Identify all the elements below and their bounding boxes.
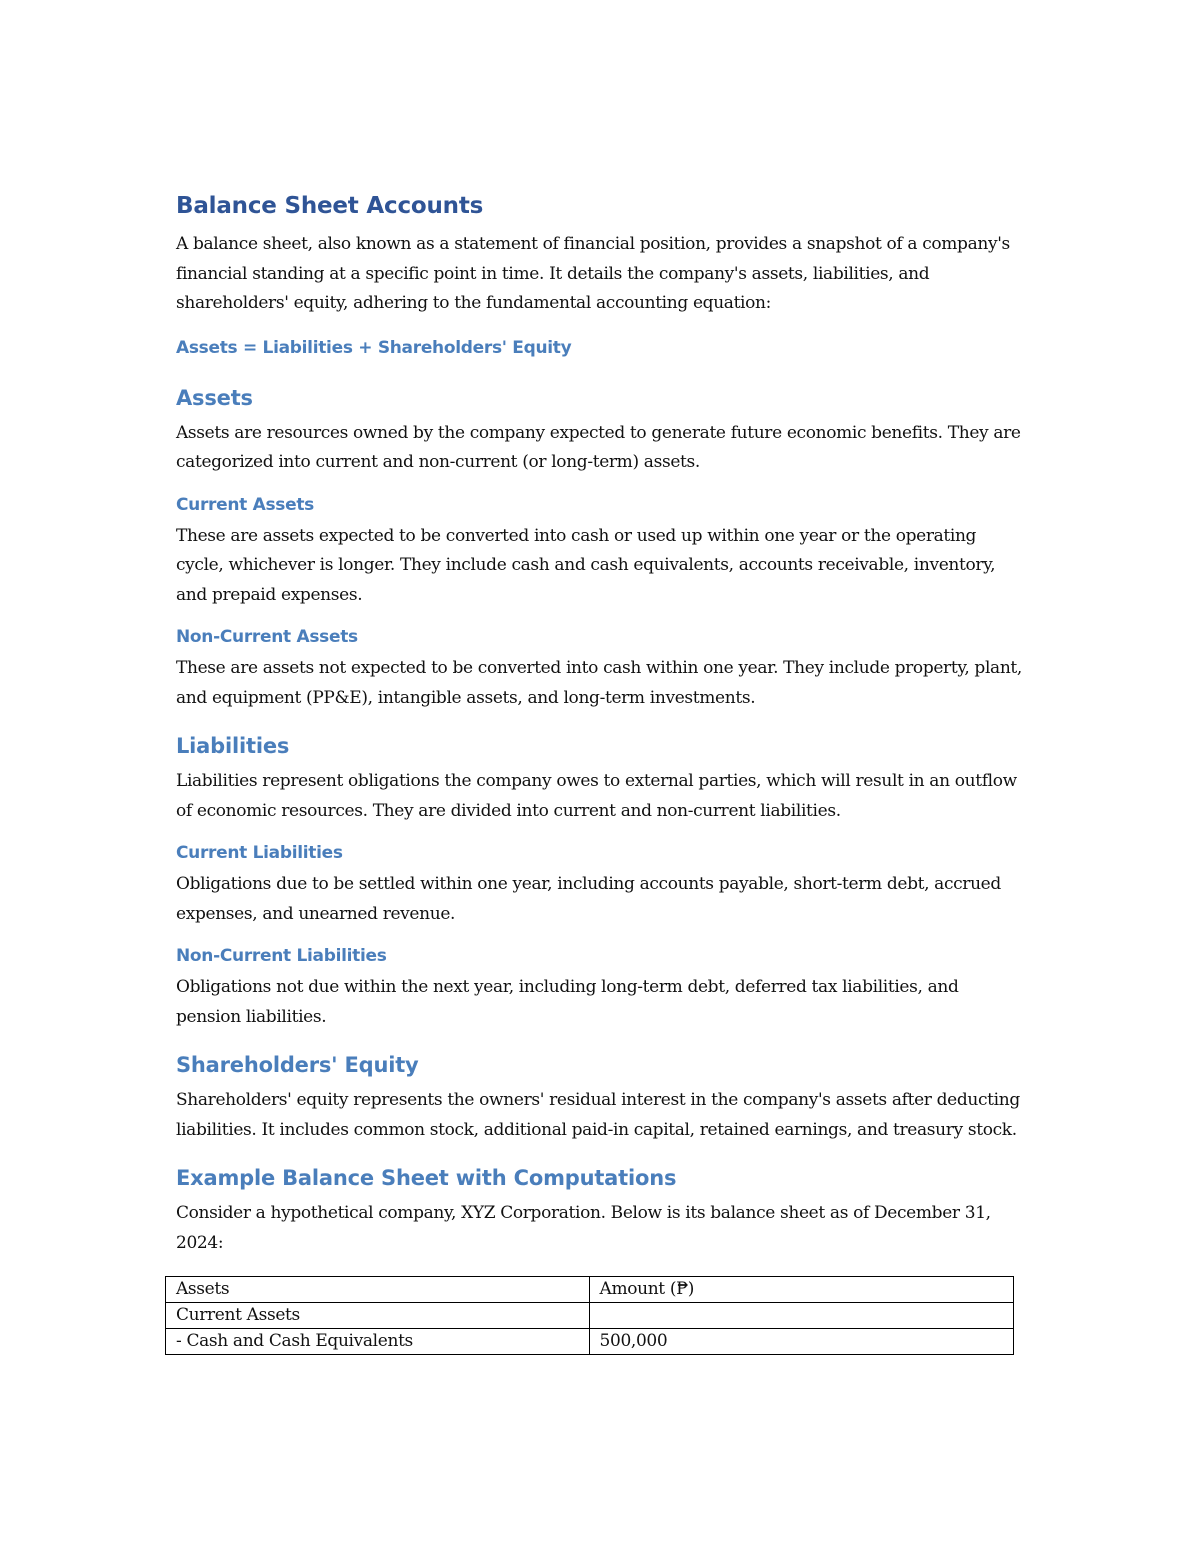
non-current-assets-heading: Non-Current Assets: [176, 627, 358, 647]
example-heading: Example Balance Sheet with Computations: [176, 1166, 677, 1190]
document-content: [176, 190, 1026, 1355]
table-header-row: [166, 1277, 1014, 1303]
assets-paragraph: Assets are resources owned by the company expected to generate future economic benefits. They are categorized into current and non-current (or long-term) assets.: [176, 422, 1021, 472]
example-paragraph: Consider a hypothetical company, XYZ Corporation. Below is its balance sheet as of December 31, 2024:: [176, 1203, 991, 1253]
intro-paragraph: A balance sheet, also known as a statement of financial position, provides a snapshot of a company's financial standing at a specific point in time. It details the company's assets, liabilities, and shareholders' equity, adhering to the fundamental accounting equation:: [176, 234, 1010, 313]
current-assets-paragraph: These are assets expected to be converted into cash or used up within one year or the operating cycle, whichever is longer. They include cash and cash equivalents, accounts receivable, inventory, and prepaid expenses.: [176, 525, 996, 605]
liabilities-heading: Liabilities: [176, 734, 290, 758]
current-liabilities-heading: Current Liabilities: [176, 843, 343, 863]
balance-sheet-table: [165, 1276, 1014, 1355]
current-assets-heading: Current Assets: [176, 494, 314, 515]
equity-heading: Shareholders' Equity: [176, 1053, 419, 1077]
non-current-liabilities-paragraph: Obligations not due within the next year, including long-term debt, deferred tax liabilities, and pension liabilities.: [176, 977, 959, 1027]
non-current-liabilities-heading: Non-Current Liabilities: [176, 946, 387, 966]
table-header-cell: Assets: [166, 1277, 590, 1303]
non-current-assets-paragraph: These are assets not expected to be converted into cash within one year. They include property, plant, and equipment (PP&E), intangible assets, and long-term investments.: [176, 658, 1022, 708]
current-liabilities-paragraph: Obligations due to be settled within one year, including accounts payable, short-term debt, accrued expenses, and unearned revenue.: [176, 874, 1001, 924]
table-row: [166, 1329, 1014, 1355]
page-title: Balance Sheet Accounts: [176, 193, 484, 219]
table-row: [166, 1303, 1014, 1329]
assets-heading: Assets: [176, 385, 253, 410]
table-cell: [589, 1303, 1013, 1329]
table-cell: 500,000: [589, 1329, 1013, 1355]
table-cell: Current Assets: [166, 1303, 590, 1329]
table-header-cell: Amount (₱): [589, 1277, 1013, 1303]
liabilities-paragraph: Liabilities represent obligations the company owes to external parties, which will result in an outflow of economic resources. They are divided into current and non-current liabilities.: [176, 771, 1017, 821]
table-cell: - Cash and Cash Equivalents: [166, 1329, 590, 1355]
equity-paragraph: Shareholders' equity represents the owners' residual interest in the company's assets after deducting liabilities. It includes common stock, additional paid-in capital, retained earnings, and treasury stock.: [176, 1090, 1020, 1140]
accounting-equation: Assets = Liabilities + Shareholders' Equity: [176, 337, 572, 358]
